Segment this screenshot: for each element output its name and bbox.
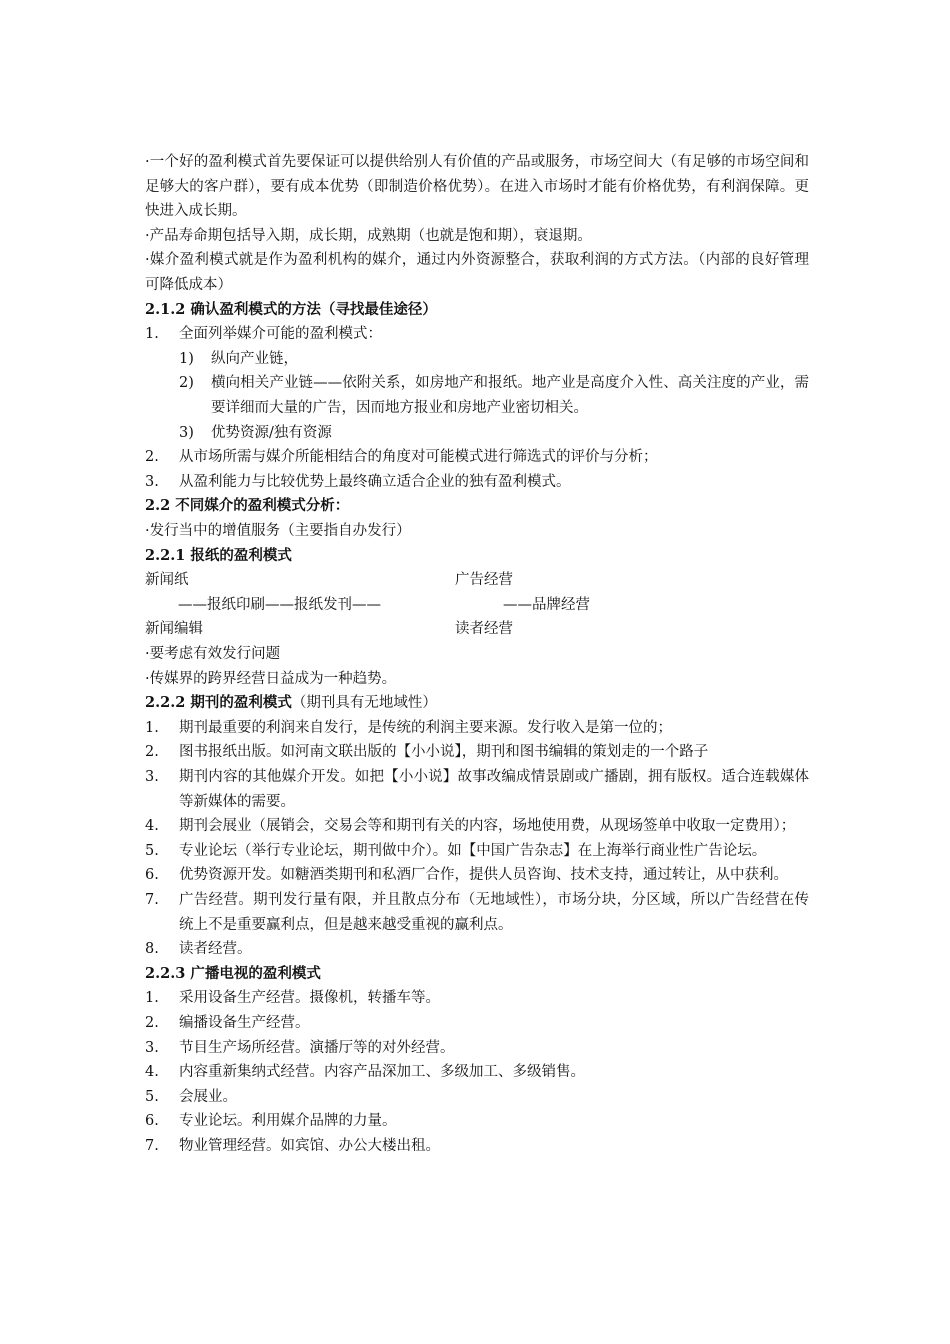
list-number: 1. [145, 326, 159, 343]
paragraph-distribution: ·要考虑有效发行问题 [145, 646, 281, 663]
list-number: 6. [145, 867, 159, 884]
list-text: 编播设备生产经营。 [179, 1015, 310, 1031]
list-number: 5. [145, 842, 159, 859]
list-text: 广告经营。期刊发行量有限，并且散点分布（无地域性），市场分块，分区域，所以广告经营在传统上不是重要赢利点，但是越来越受重视的赢利点。 [179, 892, 809, 933]
list-text: 专业论坛。利用媒介品牌的力量。 [179, 1113, 397, 1130]
broadcast-list [145, 986, 809, 1158]
paragraph-media-profit-model: ·媒介盈利模式就是作为盈利机构的媒介，通过内外资源整合，获取利润的方式方法。（内部的良好管理可降低成本） [145, 252, 809, 293]
list-item [145, 322, 809, 347]
heading-note: （期刊具有无地域性） [291, 695, 437, 712]
sub-list-number: 3) [179, 424, 194, 441]
list-item [145, 863, 809, 888]
list-item [145, 814, 809, 839]
diagram-label: ——品牌经营 [503, 596, 590, 613]
list-text: 优势资源开发。如糖酒类期刊和私酒厂合作，提供人员咨询、技术支持，通过转让，从中获利。 [179, 867, 788, 884]
newspaper-value-chain-diagram [145, 568, 809, 642]
list-item [145, 937, 809, 962]
list-number: 7. [145, 892, 159, 909]
diagram-label: ——报纸印刷——报纸发刊—— [178, 596, 381, 613]
sub-list-item [145, 421, 809, 446]
list-number: 2. [145, 449, 159, 466]
list-text: 从市场所需与媒介所能相结合的角度对可能模式进行筛选式的评价与分析； [179, 449, 658, 466]
list-number: 4. [145, 1064, 159, 1081]
list-item [145, 839, 809, 864]
diagram-label: 读者经营 [455, 621, 513, 638]
list-item [145, 1060, 809, 1085]
paragraph-product-lifecycle: ·产品寿命期包括导入期，成长期，成熟期（也就是饱和期），衰退期。 [145, 227, 592, 244]
list-item [145, 1011, 809, 1036]
list-number: 3. [145, 769, 159, 786]
list-text: 专业论坛（举行专业论坛，期刊做中介）。如【中国广告杂志】在上海举行商业性广告论坛。 [179, 842, 767, 859]
list-number: 5. [145, 1088, 159, 1105]
list-number: 7. [145, 1137, 159, 1154]
list-item [145, 470, 809, 495]
list-number: 6. [145, 1113, 159, 1130]
heading-2-2-1: 2.2.1 报纸的盈利模式 [145, 546, 292, 564]
list-text: 图书报纸出版。如河南文联出版的【小小说】，期刊和图书编辑的策划走的一个路子 [179, 744, 709, 761]
sub-list-number: 1) [179, 350, 194, 367]
heading-2-1-2: 2.1.2 确认盈利模式的方法（寻找最佳途径） [145, 300, 437, 318]
list-text: 节目生产场所经营。演播厅等的对外经营。 [179, 1039, 455, 1056]
list-text: 读者经营。 [179, 941, 252, 958]
list-number: 3. [145, 473, 159, 490]
list-number: 1. [145, 990, 159, 1007]
sub-list-item [145, 347, 809, 372]
list-item [145, 1085, 809, 1110]
sub-list-text: 纵向产业链， [211, 350, 298, 367]
paragraph-value-added-service: ·发行当中的增值服务（主要指自办发行） [145, 522, 411, 539]
list-item [145, 740, 809, 765]
list-text: 物业管理经营。如宾馆、办公大楼出租。 [179, 1137, 440, 1154]
list-text: 期刊内容的其他媒介开发。如把【小小说】故事改编成情景剧或广播剧，拥有版权。适合连载媒体等新媒体的需要。 [179, 769, 809, 810]
list-item [145, 765, 809, 814]
list-text: 内容重新集纳式经营。内容产品深加工、多级加工、多级销售。 [179, 1064, 585, 1081]
heading-2-2-3: 2.2.3 广播电视的盈利模式 [145, 964, 321, 982]
sub-list-text: 横向相关产业链——依附关系，如房地产和报纸。地产业是高度介入性、高关注度的产业，需要详细而大量的广告，因而地方报业和房地产业密切相关。 [211, 375, 809, 416]
list-number: 2. [145, 744, 159, 761]
diagram-label: 新闻编辑 [145, 621, 203, 638]
list-item [145, 1109, 809, 1134]
list-item [145, 888, 809, 937]
sub-list-number: 2) [179, 375, 194, 392]
list-number: 8. [145, 941, 159, 958]
list-text: 从盈利能力与比较优势上最终确立适合企业的独有盈利模式。 [179, 473, 571, 490]
list-text: 期刊会展业（展销会，交易会等和期刊有关的内容，场地使用费，从现场签单中收取一定费用）； [179, 818, 796, 835]
list-text: 期刊最重要的利润来自发行，是传统的利润主要来源。发行收入是第一位的； [179, 719, 672, 736]
list-number: 3. [145, 1039, 159, 1056]
list-text: 采用设备生产经营。摄像机，转播车等。 [179, 990, 440, 1007]
diagram-label: 新闻纸 [145, 572, 189, 589]
list-number: 1. [145, 719, 159, 736]
sub-list-item [145, 371, 809, 420]
heading-2-2-2 [145, 691, 809, 716]
list-number: 2. [145, 1015, 159, 1031]
list-item [145, 716, 809, 741]
list-item [145, 1036, 809, 1061]
paragraph-cross-industry: ·传媒界的跨界经营日益成为一种趋势。 [145, 670, 397, 687]
paragraph-profit-model-basics: ·一个好的盈利模式首先要保证可以提供给别人有价值的产品或服务，市场空间大（有足够的市场空间和足够大的客户群），要有成本优势（即制造价格优势）。在进入市场时才能有价格优势，有利润保障。更快进入成长期。 [145, 154, 809, 220]
list-item [145, 445, 809, 470]
list-number: 4. [145, 818, 159, 835]
document-page [145, 150, 809, 1159]
list-item [145, 1134, 809, 1159]
list-text: 会展业。 [179, 1088, 237, 1105]
periodical-list [145, 716, 809, 962]
list-item [145, 986, 809, 1011]
sub-list-text: 优势资源/独有资源 [211, 424, 332, 441]
diagram-label: 广告经营 [455, 572, 513, 589]
heading-2-2: 2.2 不同媒介的盈利模式分析： [145, 497, 350, 515]
list-text: 全面列举媒介可能的盈利模式： [179, 326, 382, 343]
heading-text: 2.2.2 期刊的盈利模式 [145, 694, 292, 712]
